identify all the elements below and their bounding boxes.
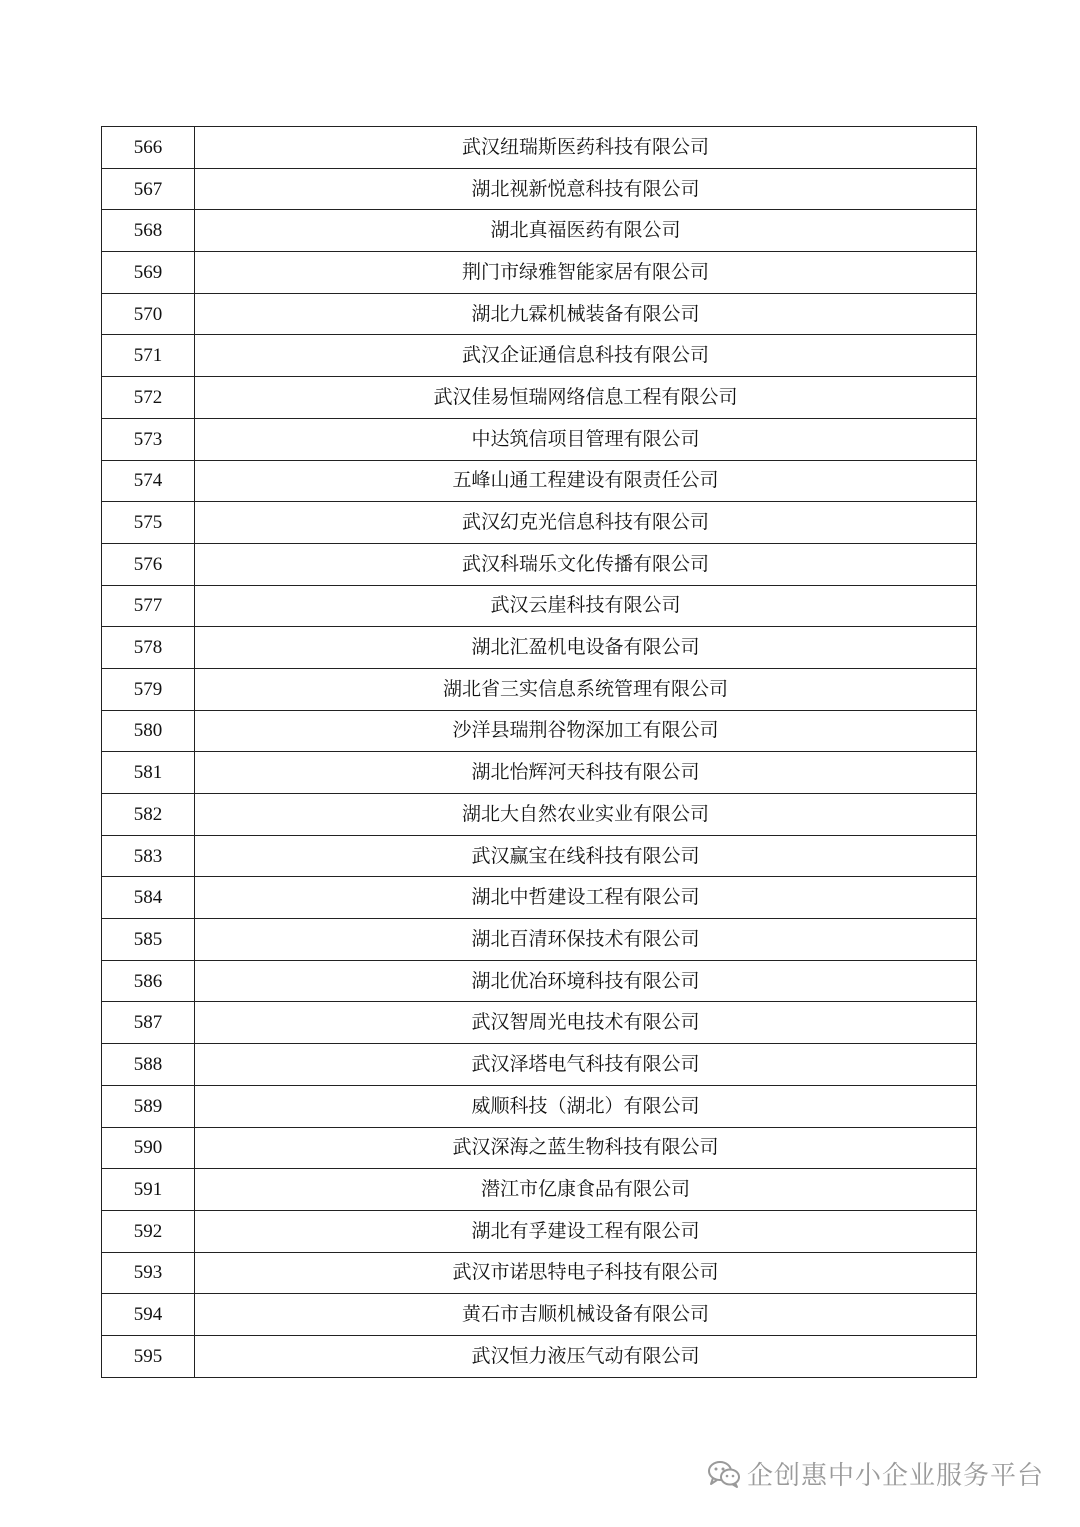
company-name: 湖北视新悦意科技有限公司: [195, 168, 977, 210]
table-row: [102, 210, 977, 252]
company-name: 湖北中哲建设工程有限公司: [195, 877, 977, 919]
row-number: 586: [102, 960, 195, 1002]
row-number: 582: [102, 794, 195, 836]
row-number: 592: [102, 1210, 195, 1252]
company-name: 武汉智周光电技术有限公司: [195, 1002, 977, 1044]
row-number: 569: [102, 252, 195, 294]
row-number: 583: [102, 835, 195, 877]
row-number: 575: [102, 502, 195, 544]
table-body: [102, 127, 977, 1378]
table-row: [102, 627, 977, 669]
table-row: [102, 1002, 977, 1044]
row-number: 570: [102, 293, 195, 335]
watermark-text: 企创惠中小企业服务平台: [746, 1461, 1044, 1491]
company-name: 黄石市吉顺机械设备有限公司: [195, 1294, 977, 1336]
row-number: 571: [102, 335, 195, 377]
company-name: 武汉赢宝在线科技有限公司: [195, 835, 977, 877]
company-name: 湖北九霖机械装备有限公司: [195, 293, 977, 335]
watermark: [707, 1455, 1044, 1492]
table-row: [102, 1335, 977, 1377]
table-row: [102, 1210, 977, 1252]
company-name: 荆门市绿雅智能家居有限公司: [195, 252, 977, 294]
row-number: 573: [102, 418, 195, 460]
company-name: 威顺科技（湖北）有限公司: [195, 1085, 977, 1127]
table-row: [102, 919, 977, 961]
wechat-icon: [707, 1459, 741, 1489]
company-name: 武汉泽塔电气科技有限公司: [195, 1044, 977, 1086]
row-number: 584: [102, 877, 195, 919]
row-number: 588: [102, 1044, 195, 1086]
company-name: 湖北怡辉河天科技有限公司: [195, 752, 977, 794]
company-name: 武汉企证通信息科技有限公司: [195, 335, 977, 377]
table-row: [102, 1085, 977, 1127]
company-name: 湖北省三实信息系统管理有限公司: [195, 668, 977, 710]
company-name: 湖北大自然农业实业有限公司: [195, 794, 977, 836]
company-name: 湖北真福医药有限公司: [195, 210, 977, 252]
company-name: 武汉恒力液压气动有限公司: [195, 1335, 977, 1377]
company-name: 湖北汇盈机电设备有限公司: [195, 627, 977, 669]
company-name: 五峰山通工程建设有限责任公司: [195, 460, 977, 502]
table-row: [102, 252, 977, 294]
table-row: [102, 1169, 977, 1211]
row-number: 577: [102, 585, 195, 627]
table-row: [102, 960, 977, 1002]
table-row: [102, 1252, 977, 1294]
table-row: [102, 168, 977, 210]
row-number: 591: [102, 1169, 195, 1211]
table-row: [102, 1127, 977, 1169]
row-number: 589: [102, 1085, 195, 1127]
row-number: 593: [102, 1252, 195, 1294]
table-row: [102, 127, 977, 169]
row-number: 580: [102, 710, 195, 752]
table-row: [102, 835, 977, 877]
row-number: 572: [102, 377, 195, 419]
company-name: 武汉纽瑞斯医药科技有限公司: [195, 127, 977, 169]
row-number: 567: [102, 168, 195, 210]
table-row: [102, 377, 977, 419]
company-name: 沙洋县瑞荆谷物深加工有限公司: [195, 710, 977, 752]
company-name: 武汉佳易恒瑞网络信息工程有限公司: [195, 377, 977, 419]
row-number: 576: [102, 543, 195, 585]
company-name: 武汉深海之蓝生物科技有限公司: [195, 1127, 977, 1169]
table-row: [102, 1044, 977, 1086]
table-row: [102, 752, 977, 794]
table-row: [102, 460, 977, 502]
table-row: [102, 668, 977, 710]
company-name: 武汉云崖科技有限公司: [195, 585, 977, 627]
table-row: [102, 418, 977, 460]
row-number: 581: [102, 752, 195, 794]
table-row: [102, 293, 977, 335]
table-row: [102, 502, 977, 544]
row-number: 568: [102, 210, 195, 252]
company-name: 湖北百清环保技术有限公司: [195, 919, 977, 961]
company-name: 中达筑信项目管理有限公司: [195, 418, 977, 460]
company-name: 湖北优冶环境科技有限公司: [195, 960, 977, 1002]
row-number: 595: [102, 1335, 195, 1377]
row-number: 579: [102, 668, 195, 710]
table-row: [102, 877, 977, 919]
company-name: 湖北有孚建设工程有限公司: [195, 1210, 977, 1252]
company-name: 潜江市亿康食品有限公司: [195, 1169, 977, 1211]
company-name: 武汉市诺思特电子科技有限公司: [195, 1252, 977, 1294]
table-row: [102, 710, 977, 752]
table-row: [102, 794, 977, 836]
company-name: 武汉科瑞乐文化传播有限公司: [195, 543, 977, 585]
row-number: 566: [102, 127, 195, 169]
row-number: 594: [102, 1294, 195, 1336]
company-name: 武汉幻克光信息科技有限公司: [195, 502, 977, 544]
table-row: [102, 335, 977, 377]
company-list-table: [101, 126, 977, 1378]
table-row: [102, 585, 977, 627]
row-number: 590: [102, 1127, 195, 1169]
row-number: 585: [102, 919, 195, 961]
table-row: [102, 543, 977, 585]
row-number: 578: [102, 627, 195, 669]
row-number: 587: [102, 1002, 195, 1044]
table-row: [102, 1294, 977, 1336]
row-number: 574: [102, 460, 195, 502]
